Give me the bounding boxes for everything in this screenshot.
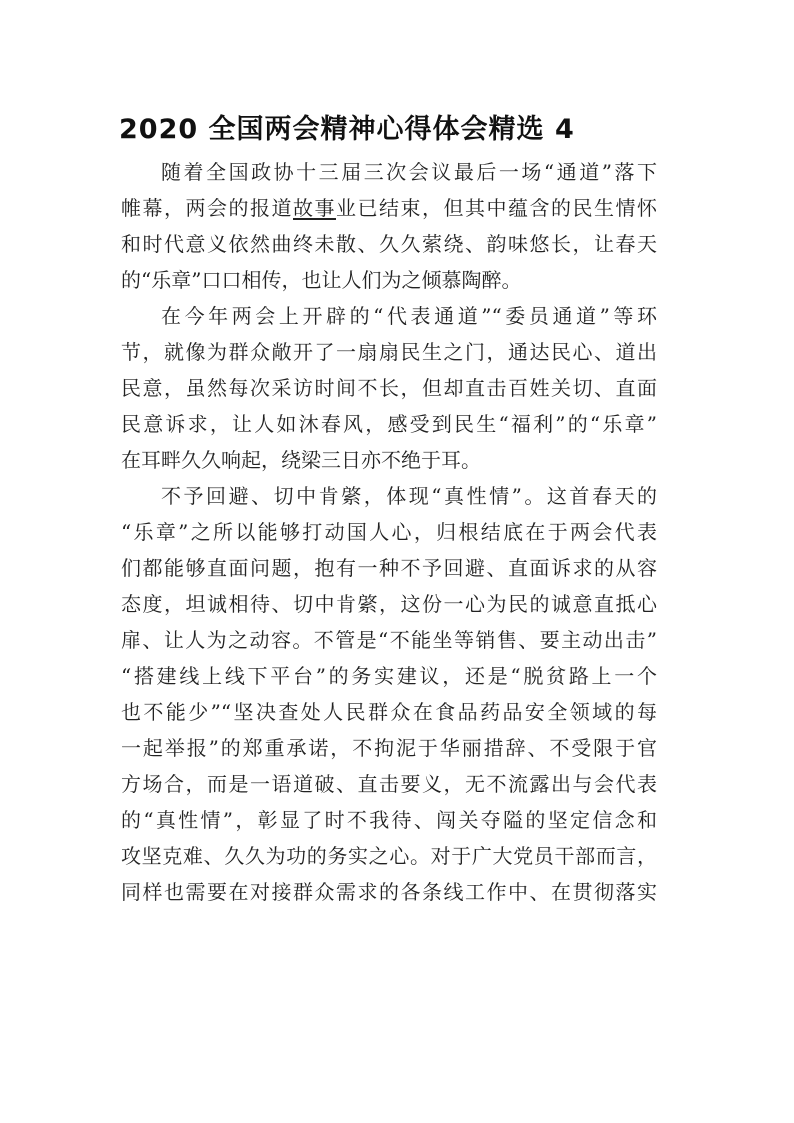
- text-line: 在今年两会上开辟的“代表通道”“委员通道”等环: [161, 304, 657, 328]
- text-line: 的“真性情”，彰显了时不我待、闯关夺隘的坚定信念和: [121, 808, 657, 832]
- document-body: [121, 154, 657, 910]
- paragraph-3: [121, 478, 657, 910]
- text-line: 民意，虽然每次采访时间不长，但却直击百姓关切、直面: [121, 376, 657, 400]
- underlined-word: 故事: [293, 196, 336, 220]
- text-line: [121, 190, 657, 226]
- text-line: 态度，坦诚相待、切中肯綮，这份一心为民的诚意直抵心: [121, 592, 657, 616]
- text-line: 民意诉求，让人如沐春风，感受到民生“福利”的“乐章”: [121, 412, 657, 436]
- text-line: “乐章”之所以能够打动国人心，归根结底在于两会代表: [121, 520, 657, 544]
- text-line: 不予回避、切中肯綮，体现“真性情”。这首春天的: [161, 484, 657, 508]
- paragraph-1: [121, 154, 657, 298]
- text-line: 扉、让人为之动容。不管是“不能坐等销售、要主动出击”: [121, 628, 657, 652]
- text-line: 在耳畔久久响起，绕梁三日亦不绝于耳。: [121, 448, 481, 472]
- text-segment: 帷幕，两会的报道: [121, 196, 293, 220]
- text-line: 一起举报”的郑重承诺，不拘泥于华丽措辞、不受限于官: [121, 736, 657, 760]
- text-line: 节，就像为群众敞开了一扇扇民生之门，通达民心、道出: [121, 340, 657, 364]
- text-segment: 业已结束，但其中蕴含的民生情怀: [336, 196, 657, 220]
- text-line: “搭建线上线下平台”的务实建议，还是“脱贫路上一个: [121, 664, 657, 688]
- text-line: 同样也需要在对接群众需求的各条线工作中、在贯彻落实: [121, 880, 657, 904]
- text-line: 攻坚克难、久久为功的务实之心。对于广大党员干部而言，: [121, 844, 657, 868]
- text-line: 的“乐章”口口相传，也让人们为之倾慕陶醉。: [121, 268, 522, 292]
- text-line: 们都能够直面问题，抱有一种不予回避、直面诉求的从容: [121, 556, 657, 580]
- text-line: 方场合，而是一语道破、直击要义，无不流露出与会代表: [121, 772, 657, 796]
- paragraph-2: [121, 298, 657, 478]
- text-line: 和时代意义依然曲终未散、久久萦绕、韵味悠长，让春天: [121, 232, 657, 256]
- document-title: 2020 全国两会精神心得体会精选 4: [119, 114, 575, 145]
- text-line: 也不能少”“坚决查处人民群众在食品药品安全领域的每: [121, 700, 657, 724]
- text-line: 随着全国政协十三届三次会议最后一场“通道”落下: [161, 160, 657, 184]
